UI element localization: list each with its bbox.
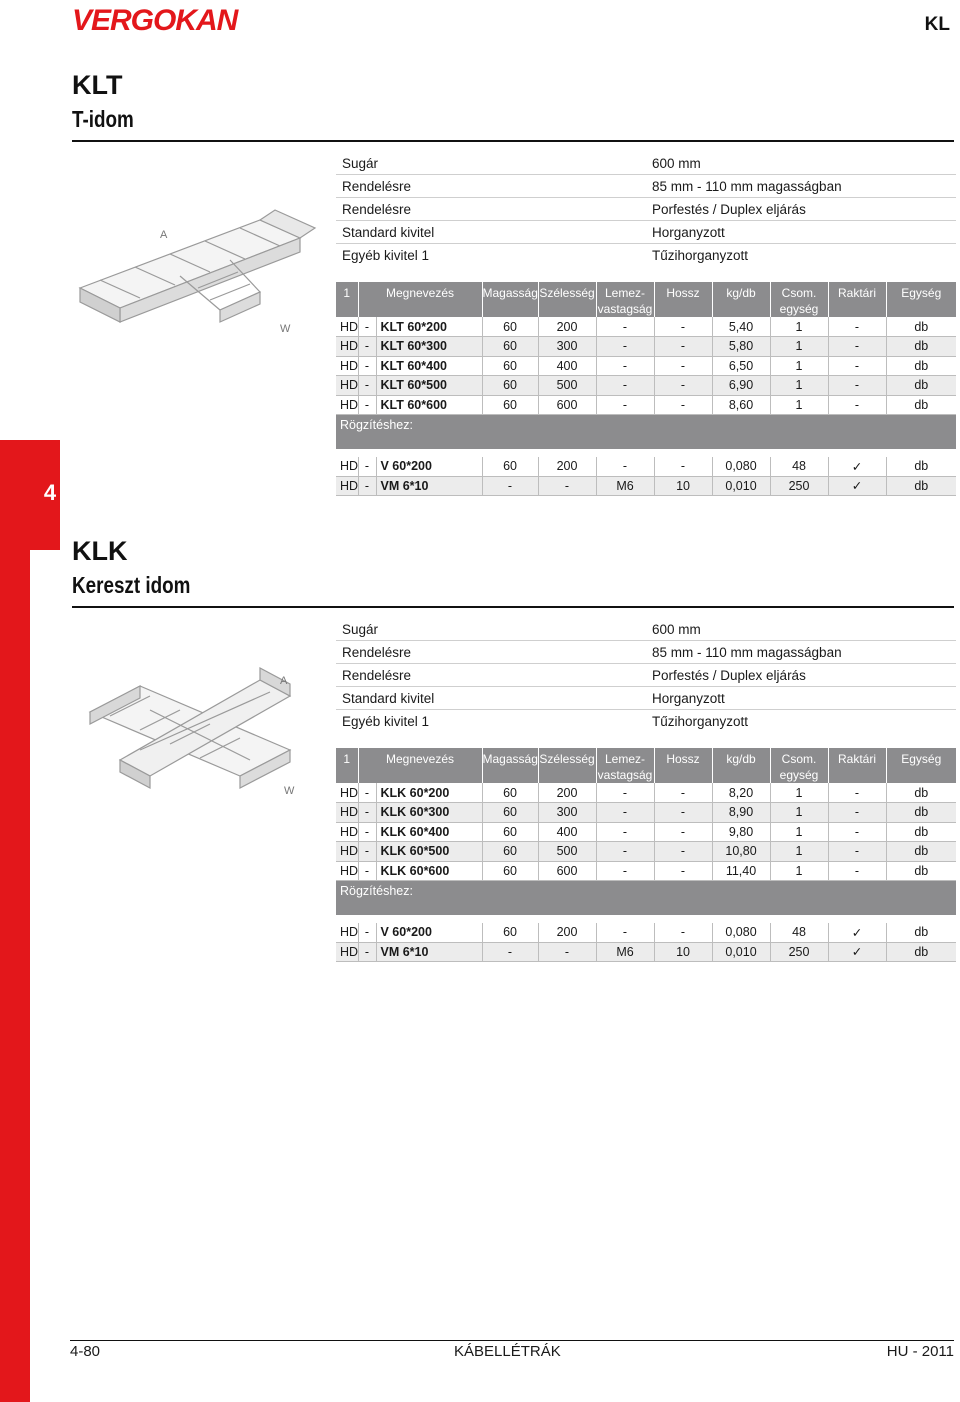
fixing-row [336, 457, 956, 477]
brand-logo-text: VERGOKAN [72, 4, 238, 34]
table-cell: M6 [596, 942, 654, 962]
table-cell: 600 [538, 395, 596, 415]
table-cell: - [654, 395, 712, 415]
table-cell: - [654, 923, 712, 943]
table-cell: KLT 60*200 [376, 317, 482, 337]
table-cell: - [654, 457, 712, 477]
table-cell: 8,20 [712, 783, 770, 803]
table-row [336, 376, 956, 396]
table-cell: KLK 60*200 [376, 783, 482, 803]
table-cell: - [358, 861, 376, 881]
table-cell: db [886, 356, 956, 376]
table-cell: 200 [538, 317, 596, 337]
table-cell: 1 [770, 395, 828, 415]
table-cell: ✓ [828, 942, 886, 962]
spec-key: Egyéb kivitel 1 [342, 714, 430, 729]
table-cell: - [596, 842, 654, 862]
table-row [336, 803, 956, 823]
table-header [336, 748, 956, 783]
table-cell: - [358, 317, 376, 337]
table-cell: 600 [538, 861, 596, 881]
spec-value: 85 mm - 110 mm magasságban [652, 644, 842, 660]
table-cell: - [596, 395, 654, 415]
table-cell: 300 [538, 803, 596, 823]
table-cell: HD [336, 376, 358, 396]
table-row [336, 783, 956, 803]
table-cell: - [596, 822, 654, 842]
table-cell: db [886, 783, 956, 803]
figure-label-w: W [284, 785, 295, 797]
table-cell: - [358, 942, 376, 962]
table-cell: 8,60 [712, 395, 770, 415]
spec-value: 600 mm [652, 621, 701, 637]
col-header: Csom. egység [770, 282, 828, 317]
table-row [336, 395, 956, 415]
col-header: Raktári [828, 748, 886, 783]
spec-row [336, 641, 956, 664]
product-table [336, 748, 956, 962]
spec-value: Tűzihorganyzott [652, 714, 749, 729]
spec-value: Tűzihorganyzott [652, 248, 749, 263]
table-cell: HD [336, 317, 358, 337]
spec-value: 85 mm - 110 mm magasságban [652, 178, 842, 194]
col-header: kg/db [712, 282, 770, 317]
table-cell: HD [336, 923, 358, 943]
table-cell: HD [336, 476, 358, 496]
table-cell: db [886, 376, 956, 396]
fixing-row [336, 923, 956, 943]
fixing-label: Rögzítéshez: [336, 415, 956, 449]
table-cell: - [654, 842, 712, 862]
table-cell: - [654, 376, 712, 396]
table-cell: - [596, 803, 654, 823]
spec-row [336, 198, 956, 221]
figure-label-w: W [280, 323, 291, 335]
spec-row [336, 710, 956, 733]
table-cell: 60 [482, 842, 538, 862]
table-cell: db [886, 317, 956, 337]
table-cell: db [886, 457, 956, 477]
table-cell: - [828, 861, 886, 881]
table-cell: 6,50 [712, 356, 770, 376]
table-cell: KLK 60*400 [376, 822, 482, 842]
table-cell: HD [336, 942, 358, 962]
table-cell: 10 [654, 942, 712, 962]
table-row [336, 842, 956, 862]
table-cell: 1 [770, 822, 828, 842]
table-cell: HD [336, 822, 358, 842]
table-cell: 60 [482, 457, 538, 477]
table-cell: - [596, 376, 654, 396]
section-code: KLT [72, 70, 123, 100]
table-cell: - [358, 337, 376, 357]
brand-logo [72, 4, 262, 34]
fixing-row [336, 942, 956, 962]
table-cell: 60 [482, 317, 538, 337]
col-header: Csom. egység [770, 748, 828, 783]
section-subtitle: T-idom [72, 106, 134, 132]
table-cell: db [886, 842, 956, 862]
table-cell: - [654, 337, 712, 357]
fixing-label: Rögzítéshez: [336, 881, 956, 915]
footer-edition: HU - 2011 [886, 1343, 954, 1360]
table-cell: - [358, 923, 376, 943]
table-cell: - [596, 317, 654, 337]
cross-piece-drawing [80, 650, 320, 815]
table-cell: 60 [482, 376, 538, 396]
table-cell: - [654, 783, 712, 803]
table-cell: KLT 60*300 [376, 337, 482, 357]
spec-key: Standard kivitel [342, 690, 435, 706]
table-cell: - [538, 942, 596, 962]
spec-key: Sugár [342, 155, 379, 171]
table-cell: 60 [482, 337, 538, 357]
table-cell: - [828, 803, 886, 823]
table-cell: HD [336, 803, 358, 823]
section-divider [72, 606, 954, 608]
table-row [336, 861, 956, 881]
spec-key: Rendelésre [342, 644, 412, 660]
col-header: Szélesség [538, 748, 596, 783]
table-cell: HD [336, 337, 358, 357]
col-header: Hossz [654, 748, 712, 783]
spec-list [336, 618, 956, 733]
table-cell: ✓ [828, 457, 886, 477]
table-cell: - [358, 783, 376, 803]
table-cell: - [828, 376, 886, 396]
spec-row [336, 221, 956, 244]
table-cell: 400 [538, 822, 596, 842]
table-cell: HD [336, 395, 358, 415]
table-cell: 60 [482, 861, 538, 881]
table-cell: - [358, 822, 376, 842]
spec-value: Horganyzott [652, 224, 725, 240]
table-cell: 1 [770, 861, 828, 881]
table-cell: db [886, 476, 956, 496]
table-cell: 60 [482, 923, 538, 943]
table-cell: 0,080 [712, 923, 770, 943]
table-cell: - [654, 317, 712, 337]
col-header: Magasság [482, 282, 538, 317]
col-header: 1 [336, 282, 358, 317]
table-cell: 200 [538, 783, 596, 803]
table-cell: - [654, 356, 712, 376]
table-cell: - [828, 842, 886, 862]
spec-row [336, 244, 956, 267]
col-header: Hossz [654, 282, 712, 317]
table-cell: - [654, 822, 712, 842]
spec-row [336, 618, 956, 641]
table-cell: HD [336, 356, 358, 376]
table-cell: 11,40 [712, 861, 770, 881]
table-cell: 1 [770, 783, 828, 803]
table-cell: 1 [770, 376, 828, 396]
table-cell: 200 [538, 457, 596, 477]
section-divider [72, 140, 954, 142]
col-header: Szélesség [538, 282, 596, 317]
table-cell: - [358, 842, 376, 862]
t-piece-drawing [60, 180, 330, 345]
table-cell: - [538, 476, 596, 496]
table-cell: - [828, 317, 886, 337]
table-cell: - [358, 376, 376, 396]
col-header: Egység [886, 282, 956, 317]
spec-value: 600 mm [652, 155, 701, 171]
table-row [336, 337, 956, 357]
table-cell: - [358, 803, 376, 823]
table-cell: - [596, 356, 654, 376]
col-header: Egység [886, 748, 956, 783]
spec-row [336, 175, 956, 198]
table-cell: - [828, 395, 886, 415]
table-row [336, 356, 956, 376]
table-cell: - [596, 923, 654, 943]
table-cell: - [358, 476, 376, 496]
table-cell: 10 [654, 476, 712, 496]
table-cell: - [596, 783, 654, 803]
col-header: Lemez- vastagság [596, 282, 654, 317]
table-cell: 6,90 [712, 376, 770, 396]
table-cell: 60 [482, 822, 538, 842]
table-cell: db [886, 942, 956, 962]
spec-value: Horganyzott [652, 690, 725, 706]
table-cell: - [358, 395, 376, 415]
table-cell: - [358, 356, 376, 376]
table-cell: KLT 60*600 [376, 395, 482, 415]
table-cell: db [886, 822, 956, 842]
table-cell: 8,90 [712, 803, 770, 823]
table-cell: - [828, 822, 886, 842]
table-cell: M6 [596, 476, 654, 496]
table-cell: 250 [770, 476, 828, 496]
col-header: Raktári [828, 282, 886, 317]
table-cell: 400 [538, 356, 596, 376]
section-code: KLK [72, 536, 128, 566]
table-cell: HD [336, 842, 358, 862]
table-cell: db [886, 337, 956, 357]
table-cell: 5,40 [712, 317, 770, 337]
chapter-tab-number: 4 [43, 480, 57, 505]
col-header: Megnevezés [358, 748, 482, 783]
fixing-row [336, 476, 956, 496]
table-cell: - [482, 476, 538, 496]
table-cell: VM 6*10 [376, 476, 482, 496]
footer-category: KÁBELLÉTRÁK [454, 1343, 561, 1360]
table-cell: db [886, 923, 956, 943]
spec-key: Standard kivitel [342, 224, 435, 240]
page-footer [70, 1340, 954, 1362]
section-subtitle: Kereszt idom [72, 572, 191, 598]
spec-key: Rendelésre [342, 201, 412, 217]
figure-label-a: A [160, 229, 168, 241]
table-cell: 500 [538, 376, 596, 396]
table-cell: 0,080 [712, 457, 770, 477]
table-cell: db [886, 803, 956, 823]
table-cell: KLT 60*400 [376, 356, 482, 376]
side-color-bar [0, 440, 30, 1402]
table-cell: HD [336, 457, 358, 477]
col-header: 1 [336, 748, 358, 783]
table-cell: 60 [482, 803, 538, 823]
table-cell: 5,80 [712, 337, 770, 357]
table-cell: 1 [770, 337, 828, 357]
spec-key: Rendelésre [342, 667, 412, 683]
table-cell: 250 [770, 942, 828, 962]
spec-list [336, 152, 956, 267]
table-cell: - [828, 356, 886, 376]
col-header: Magasság [482, 748, 538, 783]
table-cell: - [654, 861, 712, 881]
spec-row [336, 687, 956, 710]
table-cell: db [886, 395, 956, 415]
figure-label-a: A [280, 675, 288, 687]
table-cell: 1 [770, 842, 828, 862]
table-cell: - [596, 457, 654, 477]
table-cell: - [828, 783, 886, 803]
col-header: Megnevezés [358, 282, 482, 317]
spec-value: Porfestés / Duplex eljárás [652, 201, 806, 217]
table-cell: 0,010 [712, 942, 770, 962]
table-cell: db [886, 861, 956, 881]
table-cell: 60 [482, 783, 538, 803]
spec-row [336, 152, 956, 175]
table-cell: KLK 60*300 [376, 803, 482, 823]
col-header: kg/db [712, 748, 770, 783]
table-cell: V 60*200 [376, 923, 482, 943]
spec-value: Porfestés / Duplex eljárás [652, 667, 806, 683]
spec-row [336, 664, 956, 687]
product-table [336, 282, 956, 496]
table-cell: KLK 60*500 [376, 842, 482, 862]
table-cell: 0,010 [712, 476, 770, 496]
table-cell: 1 [770, 356, 828, 376]
table-cell: - [482, 942, 538, 962]
table-cell: 9,80 [712, 822, 770, 842]
table-row [336, 822, 956, 842]
table-cell: - [828, 337, 886, 357]
table-cell: - [596, 337, 654, 357]
table-cell: 10,80 [712, 842, 770, 862]
table-cell: 60 [482, 356, 538, 376]
table-cell: ✓ [828, 923, 886, 943]
table-cell: KLT 60*500 [376, 376, 482, 396]
spec-key: Rendelésre [342, 178, 412, 194]
table-cell: - [654, 803, 712, 823]
table-cell: V 60*200 [376, 457, 482, 477]
table-cell: 200 [538, 923, 596, 943]
spec-key: Sugár [342, 621, 379, 637]
table-cell: HD [336, 783, 358, 803]
footer-page-number: 4-80 [70, 1343, 101, 1360]
page-code: KL [924, 14, 950, 35]
table-cell: 300 [538, 337, 596, 357]
col-header: Lemez- vastagság [596, 748, 654, 783]
table-row [336, 317, 956, 337]
table-cell: - [596, 861, 654, 881]
table-cell: 48 [770, 457, 828, 477]
table-cell: 48 [770, 923, 828, 943]
table-cell: 500 [538, 842, 596, 862]
table-header [336, 282, 956, 317]
table-cell: 60 [482, 395, 538, 415]
table-cell: - [358, 457, 376, 477]
table-cell: ✓ [828, 476, 886, 496]
table-cell: KLK 60*600 [376, 861, 482, 881]
table-cell: 1 [770, 317, 828, 337]
table-cell: 1 [770, 803, 828, 823]
table-cell: HD [336, 861, 358, 881]
spec-key: Egyéb kivitel 1 [342, 248, 430, 263]
table-cell: VM 6*10 [376, 942, 482, 962]
